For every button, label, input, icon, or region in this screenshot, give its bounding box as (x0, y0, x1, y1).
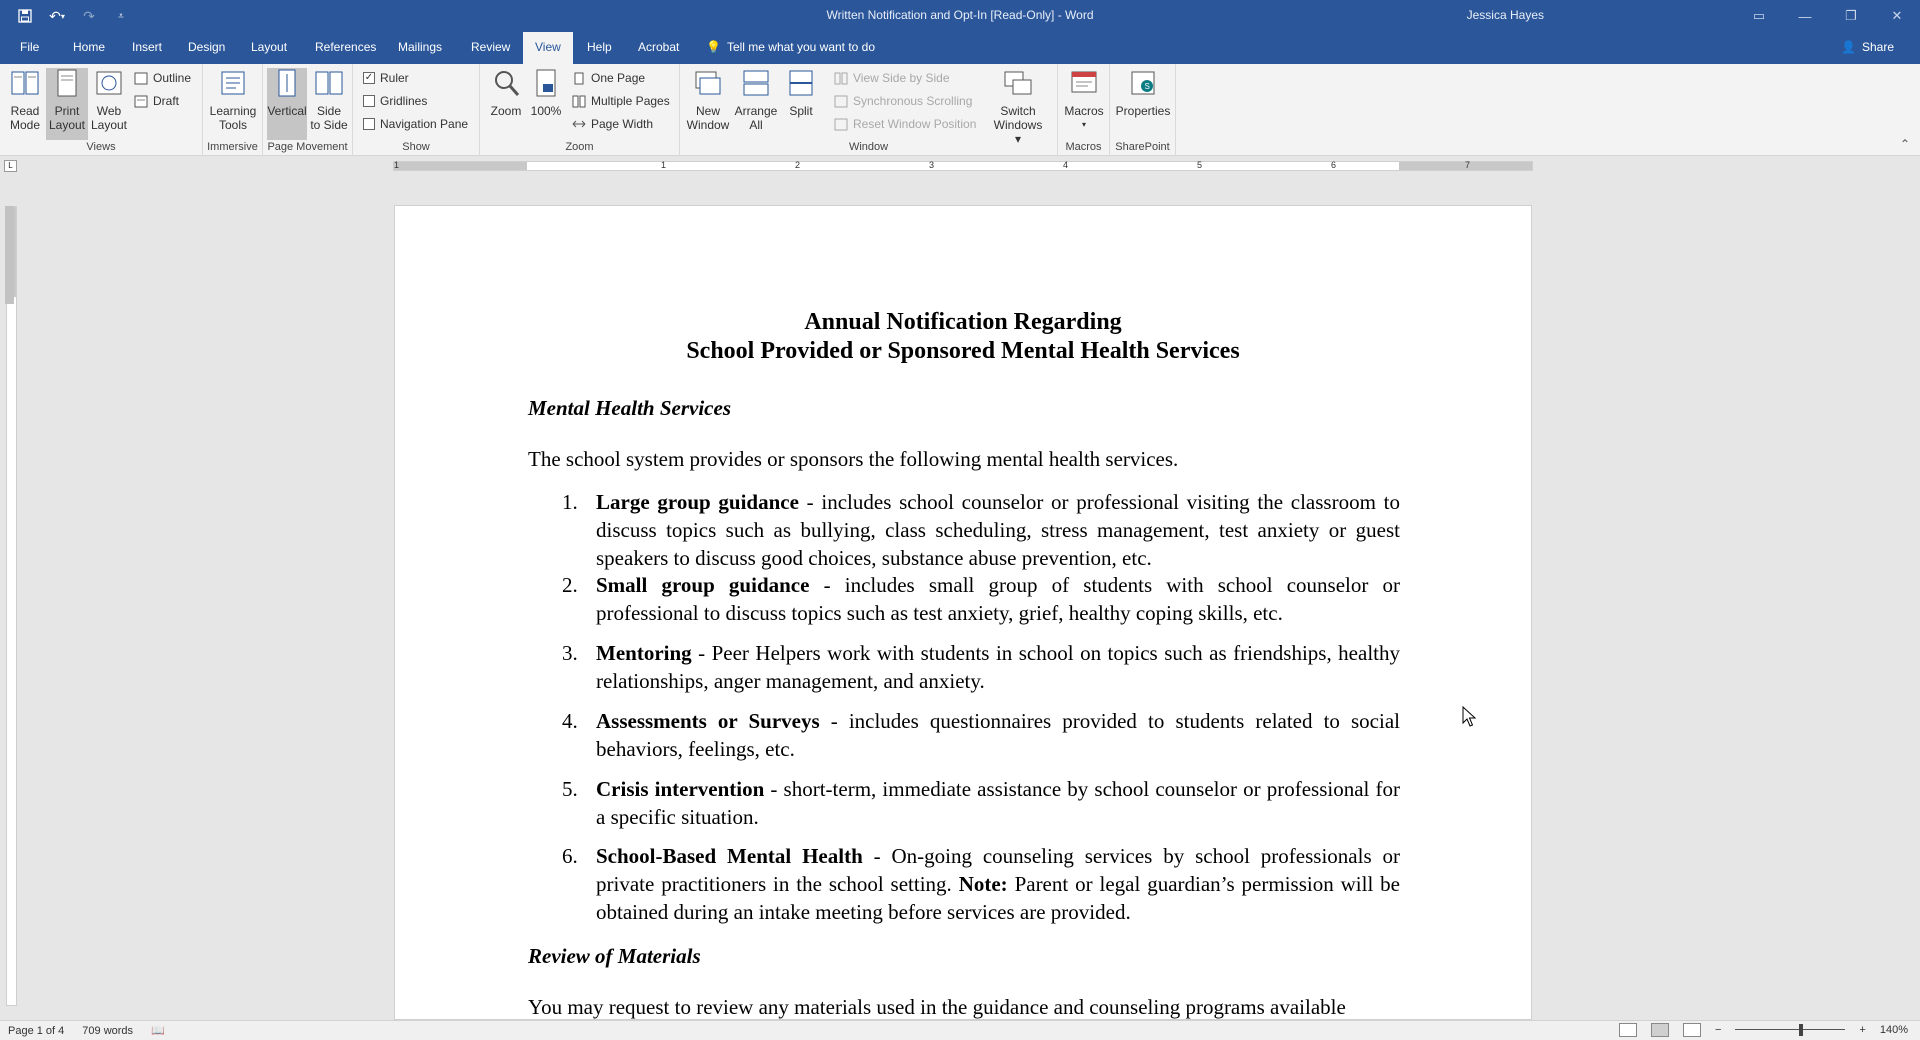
magnifier-icon (491, 68, 521, 100)
web-layout-view-icon[interactable] (1683, 1023, 1701, 1037)
zoom-in-icon[interactable]: + (1859, 1024, 1866, 1036)
ribbon-tabs (0, 32, 1920, 64)
properties-icon (1128, 68, 1158, 100)
group-show (353, 64, 480, 156)
group-macros (1058, 64, 1110, 156)
zoom-level[interactable]: 140% (1879, 1024, 1908, 1036)
ribbon-display-options-icon[interactable]: ▭ (1752, 8, 1766, 23)
zoom-100-button[interactable]: 100% (528, 68, 564, 118)
outline-icon (134, 72, 148, 85)
page-count[interactable]: Page 1 of 4 (8, 1024, 65, 1037)
one-page-icon (572, 72, 586, 85)
tab-home[interactable]: Home (73, 40, 106, 54)
read-mode-button[interactable]: Read Mode (4, 68, 46, 132)
person-icon: 👤 (1841, 40, 1856, 54)
intro-paragraph: The school system provides or sponsors the following mental health services. (528, 447, 1179, 471)
status-bar (0, 1020, 1920, 1040)
group-label-page-movement: Page Movement (267, 141, 348, 153)
section-heading-mental-health: Mental Health Services (528, 396, 731, 420)
group-label-views: Views (86, 141, 116, 153)
document-page[interactable]: Annual Notification Regarding School Provided or Sponsored Mental Health Services Mental Health Services The school system provides or sponsors the following mental health services. 1. Large group guidance - includes school counselor or professional visiting the classroom to discuss topics such as bullying, class scheduling, stress management, test anxiety or guest speakers to discuss good choices, substance abuse prevention, etc. 2. Small group guidance - includes small group of students with school counselor or professional to discuss topics such as test anxiety, grief, healthy coping skills, etc. 3. Mentoring - Peer Helpers work with students in school on topics such as friendships, healthy relationships, anger management, and anxiety. 4. Assessments or Surveys - includes questionnaires provided to students related to social behaviors, feelings, etc. 5. Crisis intervention - short-term, immediate assistance by school counselor or professional for a specific situation. 6. School-Based Mental Health - On-going counseling services by school professionals or private practitioners in the school setting. Note: Parent or legal guardian’s permission will be obtained during an intake meeting before services are provided. Review of Materials You may request to review any materials used in the guidance and counseling programs available (394, 205, 1532, 1020)
group-views (0, 64, 203, 156)
page-width-button[interactable]: Page Width (572, 117, 653, 131)
quick-access-toolbar (14, 6, 132, 26)
synchronous-scrolling-icon (834, 95, 848, 108)
arrange-all-icon (741, 68, 771, 100)
tell-me-label: Tell me what you want to do (726, 40, 876, 54)
group-immersive (203, 64, 263, 156)
group-label-show: Show (402, 141, 430, 153)
tab-references[interactable]: References (315, 40, 377, 54)
group-label-immersive: Immersive (207, 141, 258, 153)
mouse-cursor-icon (1462, 706, 1478, 728)
share-button[interactable] (1841, 40, 1894, 54)
window-controls (1736, 0, 1920, 32)
multiple-pages-icon (572, 95, 586, 108)
proofing-icon[interactable]: 📖 (151, 1025, 165, 1037)
user-name[interactable]: Jessica Hayes (1466, 8, 1544, 22)
page-width-icon (572, 118, 586, 131)
side-to-side-icon (314, 68, 344, 100)
tab-layout[interactable]: Layout (251, 40, 288, 54)
tab-selector-icon[interactable]: L (4, 160, 17, 172)
draft-button[interactable]: Draft (134, 94, 179, 108)
print-layout-icon (52, 68, 82, 100)
web-layout-button[interactable]: Web Layout (88, 68, 130, 132)
tab-view[interactable]: View (523, 32, 573, 64)
close-button[interactable]: ✕ (1891, 8, 1903, 23)
restore-button[interactable]: ❐ (1845, 8, 1857, 23)
new-window-button[interactable]: New Window (686, 68, 730, 132)
group-window (680, 64, 1058, 156)
window-title: Written Notification and Opt-In [Read-Only] - Word (826, 8, 1094, 22)
group-label-macros: Macros (1065, 141, 1102, 153)
ruler-checkbox[interactable]: ✓ Ruler (364, 71, 409, 85)
tab-insert[interactable]: Insert (132, 40, 163, 54)
view-side-by-side-button[interactable]: View Side by Side (834, 71, 950, 85)
zoom-slider-thumb[interactable] (1799, 1024, 1803, 1036)
vertical-ruler[interactable] (6, 206, 17, 1006)
arrange-all-button[interactable]: Arrange All (734, 68, 778, 132)
macros-icon (1069, 68, 1099, 100)
navigation-pane-checkbox[interactable]: Navigation Pane (363, 117, 468, 131)
macros-button[interactable]: Macros ▾ (1062, 68, 1106, 132)
multiple-pages-button[interactable]: Multiple Pages (572, 94, 670, 108)
group-label-sharepoint: SharePoint (1115, 141, 1170, 153)
doc-title-line2: School Provided or Sponsored Mental Health Services (686, 338, 1240, 364)
zoom-100-icon (531, 68, 561, 100)
vertical-scrollbar-thumb[interactable] (5, 206, 14, 304)
gridlines-checkbox[interactable]: Gridlines (363, 94, 427, 108)
tab-design[interactable]: Design (188, 40, 226, 54)
read-mode-view-icon[interactable] (1619, 1023, 1637, 1037)
group-zoom (480, 64, 680, 156)
tab-help[interactable]: Help (587, 40, 612, 54)
vertical-scroll-icon (272, 68, 302, 100)
zoom-button[interactable]: Zoom (486, 68, 526, 118)
share-label: Share (1861, 40, 1894, 54)
draft-icon (134, 95, 148, 108)
customize-toolbar-icon[interactable]: ⩡ (118, 10, 124, 22)
view-side-by-side-icon (834, 72, 848, 85)
tab-file[interactable]: File (20, 40, 40, 54)
group-page-movement (263, 64, 353, 156)
tab-acrobat[interactable]: Acrobat (638, 40, 680, 54)
undo-icon[interactable]: ↶ ▾ (49, 7, 65, 24)
split-icon (786, 68, 816, 100)
tab-mailings[interactable]: Mailings (398, 40, 443, 54)
horizontal-ruler[interactable]: 1 1 2 3 4 5 6 7 (393, 161, 1533, 171)
tab-review[interactable]: Review (471, 40, 511, 54)
synchronous-scrolling-button[interactable]: Synchronous Scrolling (834, 94, 972, 108)
ruler-row (0, 157, 1920, 175)
minimize-button[interactable]: — (1798, 8, 1812, 24)
zoom-slider[interactable] (1735, 1023, 1845, 1037)
print-layout-view-icon[interactable] (1651, 1023, 1669, 1037)
zoom-out-icon[interactable]: − (1714, 1024, 1722, 1036)
web-layout-icon (94, 68, 124, 100)
tell-me-search[interactable] (706, 40, 875, 54)
lightbulb-icon: 💡 (706, 40, 721, 54)
new-window-icon (693, 68, 723, 100)
doc-title-line1: Annual Notification Regarding (804, 309, 1122, 335)
word-count[interactable]: 709 words (82, 1024, 134, 1037)
switch-windows-button[interactable]: Switch Windows ▾ (990, 68, 1046, 146)
section-heading-review: Review of Materials (528, 944, 701, 968)
review-paragraph: You may request to review any materials used in the guidance and counseling programs available (528, 995, 1346, 1019)
redo-icon[interactable]: ↷ (83, 7, 95, 24)
collapse-ribbon-icon[interactable]: ⌃ (1899, 137, 1910, 151)
svg-text:S: S (1144, 82, 1150, 91)
vertical-button[interactable]: Vertical (267, 68, 307, 140)
read-mode-icon (10, 68, 40, 100)
side-to-side-button[interactable]: Side to Side (309, 68, 349, 132)
learning-tools-button[interactable]: Learning Tools (207, 68, 259, 132)
print-layout-button[interactable]: Print Layout (46, 68, 88, 140)
ruler-check-icon: ✓ (364, 72, 374, 83)
outline-button[interactable]: Outline (134, 71, 191, 85)
one-page-button[interactable]: One Page (572, 71, 645, 85)
group-sharepoint (1110, 64, 1176, 156)
learning-tools-icon (218, 68, 248, 100)
ribbon-view (0, 64, 1920, 156)
switch-windows-icon (1003, 68, 1033, 100)
reset-window-position-button[interactable]: Reset Window Position (834, 117, 976, 131)
title-bar (0, 0, 1920, 32)
reset-window-position-icon (834, 118, 848, 131)
group-label-window: Window (848, 141, 889, 153)
split-button[interactable]: Split (780, 68, 822, 118)
group-label-zoom: Zoom (565, 141, 594, 153)
save-icon[interactable] (14, 6, 36, 26)
properties-button[interactable]: S Properties (1114, 68, 1172, 118)
